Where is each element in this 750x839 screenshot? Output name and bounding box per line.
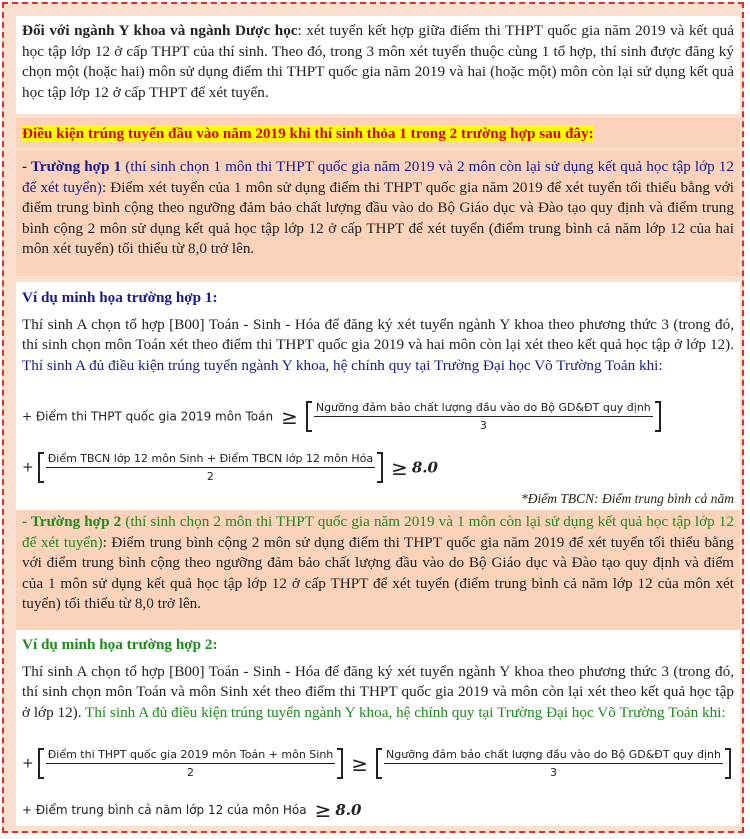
example2-f1-left-fraction [46, 748, 336, 779]
example2-f2-value: 8.0 [335, 801, 362, 819]
example2-title: Ví dụ minh họa trường hợp 2: [22, 636, 218, 653]
example1-section [16, 282, 740, 510]
example2-f1-right-denominator: 3 [550, 766, 558, 779]
example1-f1-numerator: Ngưỡng đảm bảo chất lượng đầu vào do Bộ GD&ĐT quy định [314, 401, 653, 417]
example1-f1-denominator: 3 [479, 419, 487, 432]
example2-highlight: Thí sinh A đủ điều kiện trúng tuyển ngành Y khoa, hệ chính quy tại Trường Đại học Võ Trường Toản khi: [85, 703, 726, 721]
geq-symbol: ≥ [281, 404, 298, 429]
example2-f1-numerator: Điểm thi THPT quốc gia 2019 môn Toán + môn Sinh [46, 748, 336, 764]
case1-section [16, 150, 740, 276]
intro-section [16, 16, 740, 114]
example2-section [16, 630, 740, 826]
example2-formula2 [22, 798, 361, 822]
case1-body: : Điểm xét tuyển của 1 môn sử dụng điểm thi THPT quốc gia năm 2019 để xét tuyển tối thiểu bằng với điểm trung bình cộng theo ngưỡng đảm bảo chất lượng đầu vào do Bộ Giáo dục và Đào tạo quy định và điểm trung bình cộng 2 môn sử dụng kết quả học tập lớp 12 ở cấp THPT để xét tuyển (điểm trung bình cả năm lớp 12 của hai môn xét tuyển) tối thiểu từ 8,0 trở lên. [22, 178, 734, 258]
intro-text: : xét tuyển kết hợp giữa điểm thi THPT quốc gia năm 2019 và kết quả học tập lớp 12 ở cấp THPT của thí sinh. Theo đó, trong 3 môn xét tuyển thuộc cùng 1 tổ hợp, thí sinh được đăng ký chọn một (hoặc hai) môn sử dụng điểm thi THPT quốc gia năm 2019 và hai (hoặc một) môn còn lại sử dụng kết quả học tập lớp 12 ở cấp THPT để xét tuyển. [22, 22, 734, 101]
example2-formula1 [22, 748, 731, 779]
case1-paren: (thí sinh chọn 1 môn thi THPT quốc gia năm 2019 và 2 môn còn lại sử dụng kết quả học tập lớp 12 để xét tuyển) [22, 158, 734, 196]
example1-f2-fraction [46, 452, 375, 483]
geq-symbol: ≥ [351, 751, 369, 776]
example1-formula1 [22, 401, 661, 432]
example2-f1-left-bracket [38, 748, 344, 779]
example1-f1-bracket [306, 401, 661, 432]
example1-f2-bracket [38, 452, 383, 483]
example1-f2-numerator: Điểm TBCN lớp 12 môn Sinh + Điểm TBCN lớp 12 môn Hóa [46, 452, 375, 468]
case2-section [16, 510, 740, 630]
case1-label: - Trường hợp 1 [22, 158, 122, 175]
example1-f1-left: + Điểm thi THPT quốc gia 2019 môn Toán [22, 409, 274, 424]
example1-highlight: Thí sinh A đủ điều kiện trúng tuyển ngành Y khoa, hệ chính quy tại Trường Đại học Võ Trường Toản khi: [22, 356, 663, 374]
intro-bold-lead: Đối với ngành Y khoa và ngành Dược học [22, 22, 298, 39]
example2-f1-right-bracket [376, 748, 731, 779]
case1-paragraph [16, 150, 740, 260]
example2-paragraph [16, 656, 740, 724]
example2-f2-left: + Điểm trung bình cả năm lớp 12 của môn Hóa [22, 803, 307, 817]
content-frame [2, 2, 744, 833]
case2-paren: (thí sinh chọn 2 môn thi THPT quốc gia năm 2019 và 1 môn còn lại sử dụng kết quả học tập lớp 12 để xét tuyển) [22, 513, 734, 551]
example1-f1-fraction [314, 401, 653, 432]
case2-paragraph [16, 510, 740, 615]
example1-note: *Điểm TBCN: Điểm trung bình cả năm [521, 491, 734, 506]
geq-symbol: ≥ [314, 798, 332, 822]
example1-f2-value: 8.0 [411, 458, 438, 477]
example2-f1-denominator: 2 [187, 766, 194, 779]
example2-text: Thí sinh A chọn tổ hợp [B00] Toán - Sinh - Hóa để đăng ký xét tuyển ngành Y khoa theo phương thức 3 (trong đó, thí sinh chọn môn Toán và môn Sinh xét theo điểm thi THPT quốc gia 2019 và môn còn lại xét theo kết quả học tập ở lớp 12). [22, 662, 734, 721]
example2-f1-plus: + [22, 755, 34, 772]
example1-text: Thí sinh A chọn tổ hợp [B00] Toán - Sinh - Hóa để đăng ký xét tuyển ngành Y khoa theo phương thức 3 (trong đó, thí sinh chọn môn Toán xét theo điểm thi THPT quốc gia 2019 và hai môn còn lại xét theo kết quả học tập ở lớp 12). [22, 315, 734, 354]
heading-section [16, 118, 740, 148]
conditions-heading: Điều kiện trúng tuyển đầu vào năm 2019 khi thí sinh thỏa 1 trong 2 trường hợp sau đây: [22, 125, 594, 142]
geq-symbol: ≥ [391, 455, 408, 480]
case2-body: : Điểm trung bình cộng 2 môn sử dụng điểm thi THPT quốc gia năm 2019 để xét tuyển tối thiểu bằng với điểm trung bình cộng theo ngưỡng đảm bảo chất lượng đầu vào do Bộ Giáo dục và Đào tạo quy định và điểm của 1 môn sử dụng kết quả học tập lớp 12 ở cấp THPT để xét tuyển (điểm trung bình cả năm lớp 12 của môn xét tuyển) tối thiểu từ 8,0 trở lên. [22, 533, 734, 613]
intro-paragraph [16, 16, 740, 103]
example2-f1-right-numerator: Ngưỡng đảm bảo chất lượng đầu vào do Bộ GD&ĐT quy định [384, 748, 723, 764]
case2-label: - Trường hợp 2 [22, 513, 122, 530]
example1-title: Ví dụ minh họa trường hợp 1: [22, 289, 218, 306]
example1-paragraph [16, 309, 740, 377]
example1-formula2 [22, 452, 438, 483]
example1-f2-denominator: 2 [206, 470, 214, 483]
example2-f1-right-fraction [384, 748, 723, 779]
heading-line [16, 118, 740, 145]
example1-f2-plus: + [22, 459, 34, 476]
